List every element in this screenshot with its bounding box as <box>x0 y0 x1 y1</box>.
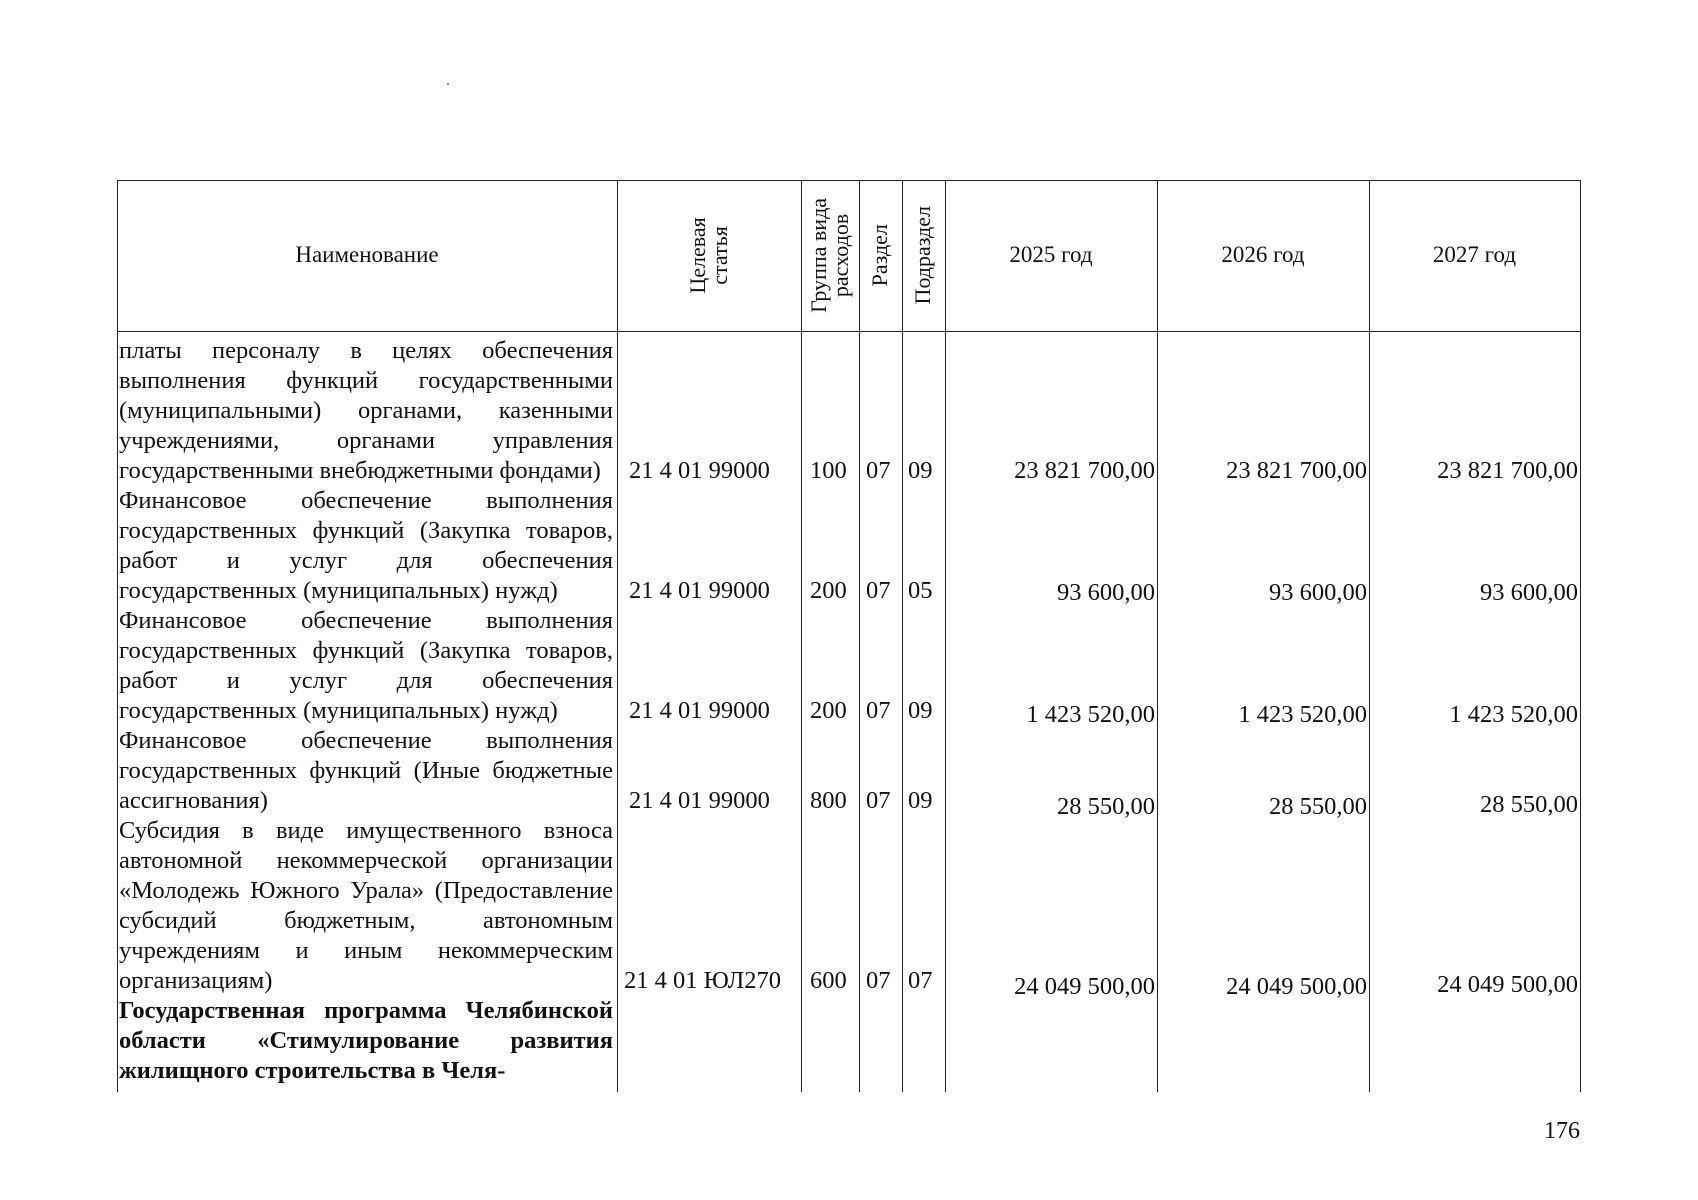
header-year-2025 <box>945 180 1157 331</box>
row-subsection: 07 <box>908 967 933 994</box>
row-subsection: 09 <box>908 457 933 484</box>
header-year-2027 <box>1369 180 1580 331</box>
row-value-2025: 28 550,00 <box>1057 793 1155 820</box>
row-target-article: 21 4 01 99000 <box>629 457 770 484</box>
row-section: 07 <box>866 577 891 604</box>
row-value-2026: 1 423 520,00 <box>1238 701 1367 728</box>
row-section: 07 <box>866 697 891 724</box>
header-subsection-label: Подраздел <box>910 206 936 305</box>
row-expense-group: 100 <box>810 457 847 484</box>
row-value-2027: 28 550,00 <box>1480 791 1578 818</box>
row-value-2026: 93 600,00 <box>1269 579 1367 606</box>
header-year-2026-label: 2026 год <box>1221 242 1305 268</box>
header-year-2027-label: 2027 год <box>1432 242 1517 268</box>
row-value-2025: 23 821 700,00 <box>1014 457 1155 484</box>
row-subsection: 09 <box>908 697 933 724</box>
row-name: Финансовое обеспечение выполнения государственных функций (Закупка товаров, работ и услуг для обеспечения государственных (муниципальных) нужд) <box>119 607 613 724</box>
row-value-2025: 93 600,00 <box>1057 579 1155 606</box>
header-subsection <box>902 180 945 331</box>
header-target-article-label: Целевая статья <box>684 217 732 294</box>
header-section <box>859 180 902 331</box>
row-target-article: 21 4 01 99000 <box>629 577 770 604</box>
row-section: 07 <box>866 457 891 484</box>
header-name <box>117 180 617 331</box>
page-number: 176 <box>1544 1118 1580 1144</box>
row-section: 07 <box>866 967 891 994</box>
row-name: Финансовое обеспечение выполнения государственных функций (Закупка товаров, работ и услуг для обеспечения государственных (муниципальных) нужд) <box>119 487 613 604</box>
row-value-2025: 1 423 520,00 <box>1026 701 1155 728</box>
row-subsection: 09 <box>908 787 933 814</box>
row-target-article: 21 4 01 99000 <box>629 787 770 814</box>
row-value-2025: 24 049 500,00 <box>1014 973 1155 1000</box>
row-expense-group: 200 <box>810 697 847 724</box>
header-target-article <box>617 180 801 331</box>
row-subsection: 05 <box>908 577 933 604</box>
row-value-2027: 24 049 500,00 <box>1437 971 1578 998</box>
header-expense-group <box>801 180 859 331</box>
row-value-2027: 23 821 700,00 <box>1437 457 1578 484</box>
row-value-2027: 93 600,00 <box>1480 579 1578 606</box>
row-value-2027: 1 423 520,00 <box>1449 701 1578 728</box>
row-value-2026: 24 049 500,00 <box>1226 973 1367 1000</box>
row-section: 07 <box>866 787 891 814</box>
row-name-program: Государственная программа Челябинской области «Стимулирование развития жилищного строительства в Челя- <box>119 997 613 1084</box>
row-target-article: 21 4 01 99000 <box>629 697 770 724</box>
row-name: платы персоналу в целях обеспечения выполнения функций государственными (муниципальными) органами, казенными учреждениями, органами управления государственными внебюджетными фондами) <box>119 337 613 484</box>
row-expense-group: 800 <box>810 787 847 814</box>
table-border-right <box>1580 180 1581 1092</box>
row-expense-group: 200 <box>810 577 847 604</box>
header-section-label: Раздел <box>867 224 893 287</box>
row-name: Финансовое обеспечение выполнения государственных функций (Иные бюджетные ассигнования) <box>119 727 613 814</box>
budget-table <box>117 180 1581 1092</box>
row-value-2026: 28 550,00 <box>1269 793 1367 820</box>
row-expense-group: 600 <box>810 967 847 994</box>
header-year-2026 <box>1157 180 1369 331</box>
row-target-article: 21 4 01 ЮЛ270 <box>624 967 781 994</box>
row-value-2026: 23 821 700,00 <box>1226 457 1367 484</box>
header-expense-group-label: Группа вида расходов <box>805 198 854 313</box>
header-name-label: Наименование <box>295 242 439 268</box>
header-separator <box>117 331 1581 332</box>
row-name: Субсидия в виде имущественного взноса автономной некоммерческой организации «Молодежь Южного Урала» (Предоставление субсидий бюджетным, автономным учреждениям и иным некоммерческим организациям) <box>119 817 613 994</box>
scan-speck <box>447 83 449 85</box>
header-year-2025-label: 2025 год <box>1009 242 1093 268</box>
